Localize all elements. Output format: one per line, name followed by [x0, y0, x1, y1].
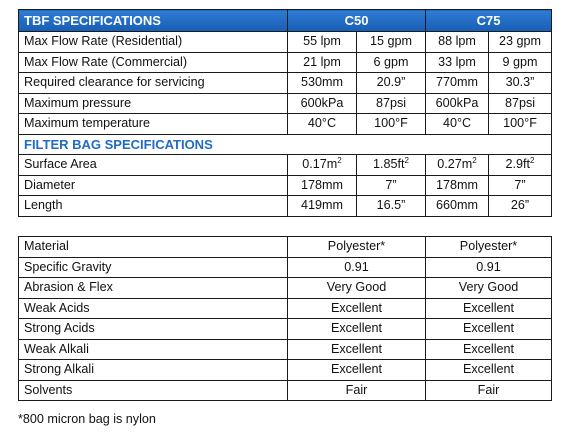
cell: 87psi: [489, 93, 552, 114]
cell: 30.3”: [489, 73, 552, 94]
table-row: [19, 319, 552, 340]
col-c50-header: C50: [288, 10, 426, 32]
cell: 660mm: [426, 196, 489, 217]
cell: Excellent: [426, 319, 552, 340]
cell: $1.85ft^2$: [357, 155, 426, 176]
filter-header-row: [19, 134, 552, 155]
cell: 55 lpm: [288, 32, 357, 53]
table-row: [19, 360, 552, 381]
cell: 100°F: [489, 114, 552, 135]
table-row: [19, 339, 552, 360]
cell: Very Good: [426, 278, 552, 299]
cell: 26”: [489, 196, 552, 217]
cell: 419mm: [288, 196, 357, 217]
cell: 88 lpm: [426, 32, 489, 53]
row-label: Weak Alkali: [19, 339, 288, 360]
cell: Excellent: [288, 319, 426, 340]
cell: 530mm: [288, 73, 357, 94]
footnote: *800 micron bag is nylon: [18, 412, 156, 426]
row-label: Specific Gravity: [19, 257, 288, 278]
col-c75-header: C75: [426, 10, 552, 32]
cell: 33 lpm: [426, 52, 489, 73]
filter-bag-title: FILTER BAG SPECIFICATIONS: [19, 134, 552, 155]
cell: 100°F: [357, 114, 426, 135]
cell: Polyester*: [288, 237, 426, 258]
table-row: [19, 52, 552, 73]
cell: Excellent: [288, 360, 426, 381]
table-row: [19, 93, 552, 114]
table-row: [19, 32, 552, 53]
cell: Excellent: [426, 339, 552, 360]
row-label: Strong Alkali: [19, 360, 288, 381]
cell: Very Good: [288, 278, 426, 299]
row-label: Weak Acids: [19, 298, 288, 319]
cell: 7”: [489, 175, 552, 196]
row-label: Length: [19, 196, 288, 217]
table-row: [19, 257, 552, 278]
cell: 0.91: [288, 257, 426, 278]
cell: 15 gpm: [357, 32, 426, 53]
cell: Excellent: [288, 298, 426, 319]
row-label: Surface Area: [19, 155, 288, 176]
row-label: Diameter: [19, 175, 288, 196]
row-label: Maximum pressure: [19, 93, 288, 114]
cell: 20.9”: [357, 73, 426, 94]
cell: Fair: [426, 380, 552, 401]
row-label: Abrasion & Flex: [19, 278, 288, 299]
row-label: Max Flow Rate (Residential): [19, 32, 288, 53]
table-row: [19, 155, 552, 176]
cell: 40°C: [288, 114, 357, 135]
table-row: [19, 380, 552, 401]
spec-header-row: [19, 10, 552, 32]
cell: Polyester*: [426, 237, 552, 258]
cell: $2.9ft^2$: [489, 155, 552, 176]
cell: 9 gpm: [489, 52, 552, 73]
cell: 600kPa: [426, 93, 489, 114]
cell: 600kPa: [288, 93, 357, 114]
cell: 23 gpm: [489, 32, 552, 53]
cell: Excellent: [426, 360, 552, 381]
cell: 178mm: [288, 175, 357, 196]
table-row: [19, 73, 552, 94]
row-label: Maximum temperature: [19, 114, 288, 135]
cell: 40°C: [426, 114, 489, 135]
cell: 87psi: [357, 93, 426, 114]
cell: Excellent: [426, 298, 552, 319]
table-row: [19, 298, 552, 319]
row-label: Strong Acids: [19, 319, 288, 340]
table-row: [19, 278, 552, 299]
tbf-specifications-table: [18, 9, 552, 217]
cell: 16.5”: [357, 196, 426, 217]
table-row: [19, 196, 552, 217]
cell: Fair: [288, 380, 426, 401]
cell: Excellent: [288, 339, 426, 360]
cell: 21 lpm: [288, 52, 357, 73]
material-properties-table: [18, 236, 552, 401]
cell: 770mm: [426, 73, 489, 94]
row-label: Material: [19, 237, 288, 258]
row-label: Required clearance for servicing: [19, 73, 288, 94]
cell: $0.27m^2$: [426, 155, 489, 176]
cell: 6 gpm: [357, 52, 426, 73]
row-label: Solvents: [19, 380, 288, 401]
spec-title: TBF SPECIFICATIONS: [19, 10, 288, 32]
row-label: Max Flow Rate (Commercial): [19, 52, 288, 73]
cell: 178mm: [426, 175, 489, 196]
table-row: [19, 175, 552, 196]
table-row: [19, 237, 552, 258]
cell: 7”: [357, 175, 426, 196]
table-row: [19, 114, 552, 135]
cell: $0.17m^2$: [288, 155, 357, 176]
cell: 0.91: [426, 257, 552, 278]
